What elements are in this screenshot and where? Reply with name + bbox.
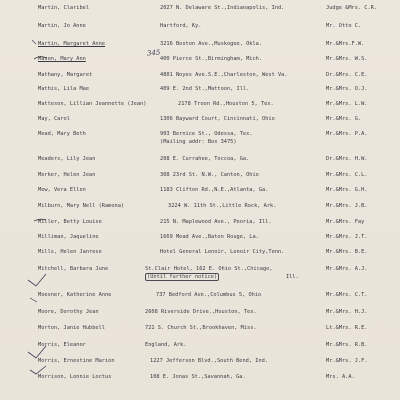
entry-name: Matteson, Lillian Jeannette (Jean) [38,101,147,107]
entry-address: England, Ark. [145,342,187,348]
entry-row [0,56,400,68]
entry-row [0,187,400,199]
entry-address: 1669 Mead Ave.,Baton Rouge, La. [160,234,259,240]
entry-name: Mead, Mary Beth [38,131,86,137]
entry-parent: Dr.&Mrs. C.E. [326,72,368,78]
entry-name: Meaders, Lily Jean [38,156,96,162]
entry-address: 3224 W. 11th St.,Little Rock, Ark. [168,203,277,209]
entry-name: Morton, Janie Hubbell [38,325,105,331]
entry-row [0,5,400,17]
entry-row [0,342,400,354]
entry-parent: Mr.&Mrs. G. [326,116,362,122]
entry-address: 1306 Bayward Court, Cincinnati, Ohio [160,116,275,122]
entry-parent: Mr.&Mrs. J.B. [326,203,368,209]
entry-row [0,234,400,246]
entry-name: Miller, Betty Louise [38,219,102,225]
entry-row [0,101,400,113]
entry-name: Mason, Mary Ann [38,56,86,62]
entry-name: Milburn, Mary Nell (Ramona) [38,203,125,209]
handwritten-note: 345 [146,48,161,58]
entry-parent: Mrs. A.A. [326,374,355,380]
entry-row [0,219,400,231]
entry-parent: Mr.&Mrs. G.H. [326,187,368,193]
entry-row [0,156,400,168]
entry-parent: Mr.&Mrs. P.A. [326,131,368,137]
entry-address: 308 23rd St. N.W., Canton, Ohio [160,172,259,178]
entry-name: Morrison, Lonnie Loctus [38,374,112,380]
entry-address: 1227 Jefferson Blvd.,South Bend, Ind. [150,358,268,364]
entry-row [0,203,400,215]
entry-name: Mew, Vera Ellen [38,187,86,193]
entry-row [0,374,400,386]
entry-name: Milliman, Jaqueline [38,234,99,240]
entry-address: 3216 Boston Ave.,Muskogee, Okla. [160,41,263,47]
entry-parent: Mr.&Mrs. O.J. [326,86,368,92]
entry-name: May, Carol [38,116,70,122]
entry-row [0,72,400,84]
entry-parent: Mr.&Mrs.F.W. [326,41,365,47]
entry-row [0,41,400,53]
entry-row [0,309,400,321]
entry-name: Morris, Ernestine Marion [38,358,115,364]
entry-address: 208 E. Currahee, Toccoa, Ga. [160,156,250,162]
entry-address: 108 E. Jonas St.,Savannah, Ga. [150,374,246,380]
entry-address: 400 Pierce St.,Birmingham, Mich. [160,56,263,62]
entry-parent: Mr.&Mrs. H.J. [326,309,368,315]
entry-address: 2608 Riverside Drive.,Houston, Tex. [145,309,257,315]
entry-row [0,172,400,184]
entry-parent: Mr.&Mrs. B.E. [326,249,368,255]
entry-parent: Mr.&Mrs. W.S. [326,56,368,62]
entry-parent: Mr.&Mrs. J.F. [326,358,368,364]
entry-name: Morris, Eleanor [38,342,86,348]
entry-parent: Mr. Otto C. [326,23,362,29]
entry-row [0,116,400,128]
entry-row [0,23,400,35]
entry-address-state: Ill. [286,274,299,280]
entry-address: 409 E. 2nd St.,Mattoon, Ill. [160,86,250,92]
entry-parent: Mr.&Mrs. J.T. [326,234,368,240]
entry-name: Mathany, Margaret [38,72,93,78]
entry-row [0,358,400,370]
entry-name: Mathis, Lila Mae [38,86,90,92]
entry-address-note: (Mailing addr: Box 3475) [160,139,237,145]
entry-address: 4801 Noyes Ave.S.E.,Charleston, West Va. [160,72,288,78]
entry-address: 903 Bernice St., Odessa, Tex. [160,131,253,137]
entry-row [0,292,400,304]
entry-parent: Mr.&Mrs. L.W. [326,101,368,107]
entry-address: Hartford, Ky. [160,23,202,29]
entry-address: 2027 N. Delaware St.,Indianapolis, Ind. [160,5,285,11]
entry-parent: Dr.&Mrs. H.W. [326,156,368,162]
entry-parent: Judge &Mrs. C.R. [326,5,378,11]
entry-name: Moesner, Katherine Anne [38,292,112,298]
entry-row [0,86,400,98]
entry-address: Hotel General Lenoir, Lenoir City,Tenn. [160,249,285,255]
entry-name: Mitchell, Barbara June [38,266,109,272]
entry-address-note: (Until further notice) [147,274,218,280]
entry-name: Martin, Claribel [38,5,90,11]
entry-name: Merker, Helen Jean [38,172,96,178]
entry-address: 215 N. Maplewood Ave., Peoria, Ill. [160,219,272,225]
entry-address: 737 Bedford Ave.,Columbus 5, Ohio [156,292,262,298]
entry-parent: Mr.&Mrs. C.L. [326,172,368,178]
entry-row [0,249,400,261]
entry-parent: Mr.&Mrs. Fay [326,219,365,225]
entry-name: Martin, Jo Anne [38,23,86,29]
entry-name: Mills, Helen Janrese [38,249,102,255]
entry-name: Moore, Dorothy Jean [38,309,99,315]
entry-row [0,325,400,337]
entry-address: 2178 Troon Rd.,Houston 5, Tex. [178,101,274,107]
entry-parent: Mr.&Mrs. A.J. [326,266,368,272]
entry-address: 721 S. Church St.,Brookhaven, Miss. [145,325,257,331]
entry-parent: Mr.&Mrs. C.T. [326,292,368,298]
entry-parent: Mr.&Mrs. R.B. [326,342,368,348]
entry-address: 1183 Clifton Rd.,N.E.,Atlanta, Ga. [160,187,269,193]
entry-parent: Lt.&Mrs. R.E. [326,325,368,331]
entry-name: Martin, Margaret Anne [38,41,105,47]
entry-address: St.Clair Hotel, 162 E. Ohio St.,Chicago, [145,266,273,272]
